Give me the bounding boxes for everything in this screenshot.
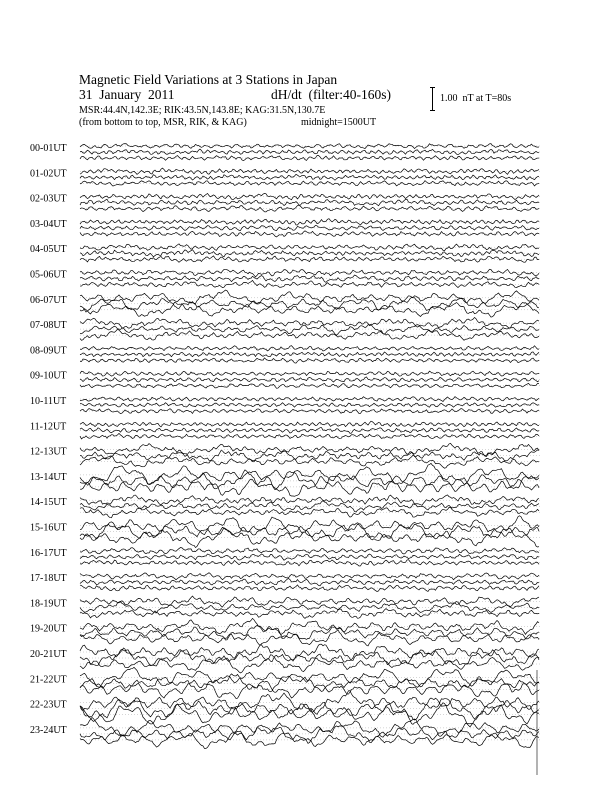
hour-label: 11-12UT [30, 421, 67, 433]
trace-rik [80, 601, 539, 612]
midnight-note: midnight=1500UT [301, 117, 377, 128]
trace-kag [80, 421, 539, 427]
trace-rik [80, 554, 539, 560]
trace-kag [80, 244, 539, 251]
trace-msr [80, 205, 539, 212]
trace-rik [80, 648, 539, 666]
hour-label: 23-24UT [30, 724, 67, 736]
trace-rik [80, 450, 539, 462]
trace-rik [80, 352, 539, 357]
chart-date: 31 January 2011 [79, 87, 175, 102]
trace-msr [80, 358, 539, 363]
hour-label: 06-07UT [30, 294, 67, 306]
hour-label: 17-18UT [30, 573, 67, 585]
trace-rik [80, 377, 539, 382]
hour-label: 13-14UT [30, 471, 67, 483]
hour-label: 00-01UT [30, 143, 67, 154]
trace-kag [80, 168, 539, 174]
hour-label: 04-05UT [30, 244, 67, 256]
chart-title: Magnetic Field Variations at 3 Stations in Japan [79, 72, 338, 87]
hour-label: 03-04UT [30, 218, 67, 230]
hour-label: 07-08UT [30, 320, 67, 332]
hour-label: 05-06UT [30, 269, 67, 281]
hour-label: 10-11UT [30, 396, 67, 407]
hour-label: 22-23UT [30, 699, 67, 711]
hour-label: 09-10UT [30, 370, 67, 382]
trace-rik [80, 324, 539, 335]
hour-label: 18-19UT [30, 598, 67, 610]
trace-kag [80, 443, 539, 456]
trace-rik [80, 275, 539, 282]
chart-quantity: dH/dt (filter:40-160s) [271, 87, 391, 102]
station-order-note: (from bottom to top, MSR, RIK, & KAG) [79, 117, 247, 128]
hour-label: 15-16UT [30, 522, 67, 534]
trace-rik [80, 149, 539, 155]
trace-kag [80, 516, 539, 535]
trace-rik [80, 250, 539, 257]
trace-kag [80, 269, 539, 277]
hour-label: 01-02UT [30, 168, 67, 180]
hour-label: 12-13UT [30, 446, 67, 458]
trace-kag [80, 371, 539, 376]
hour-label: 08-09UT [30, 345, 67, 357]
trace-kag [80, 397, 539, 402]
trace-kag [80, 290, 539, 304]
hour-label: 14-15UT [30, 497, 67, 509]
trace-msr [80, 280, 539, 287]
trace-kag [80, 193, 539, 199]
hour-label: 16-17UT [30, 547, 67, 559]
hour-label: 02-03UT [30, 193, 67, 205]
hour-label: 21-22UT [30, 674, 67, 686]
stations-coordinates: MSR:44.4N,142.3E; RIK:43.5N,143.8E; KAG:31.5N,130.7E [79, 105, 326, 116]
trace-kag [80, 317, 539, 328]
hour-label: 19-20UT [30, 623, 67, 635]
trace-rik [80, 470, 539, 489]
trace-msr [80, 477, 539, 497]
trace-msr [80, 329, 539, 340]
hour-label: 20-21UT [30, 649, 67, 660]
trace-kag [80, 463, 539, 484]
scale-label: 1.00 nT at T=80s [440, 93, 512, 104]
